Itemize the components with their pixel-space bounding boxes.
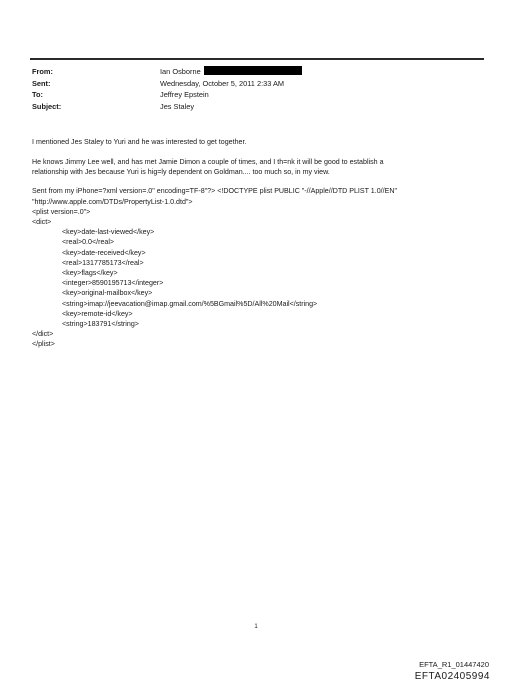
to-row xyxy=(32,89,482,101)
plist-line: <dict> xyxy=(32,218,52,226)
subject-value: Jes Staley xyxy=(160,101,195,111)
sent-label: Sent: xyxy=(32,78,51,88)
body-line: relationship with Jes because Yuri is hig=ly dependent on Goldman.... too much so, in my view. xyxy=(32,167,330,176)
plist-line: </dict> xyxy=(32,330,54,339)
body-paragraph-2 xyxy=(32,157,482,177)
plist-block xyxy=(32,186,482,349)
to-label: To: xyxy=(32,90,43,100)
plist-line: </plist> xyxy=(32,340,55,349)
header-divider xyxy=(30,58,484,60)
to-value: Jeffrey Epstein xyxy=(160,90,209,100)
body-paragraph-1: I mentioned Jes Staley to Yuri and he was interested to get together. xyxy=(32,138,247,146)
bates-stamp-large: EFTA02405994 xyxy=(414,671,490,682)
redaction-bar xyxy=(204,66,302,75)
subject-row xyxy=(32,101,482,113)
plist-indented-line: <integer>8590195713</integer> xyxy=(62,279,164,288)
plist-indented-line: <real>0.0</real> xyxy=(62,238,115,247)
email-header xyxy=(32,66,482,112)
plist-line: Sent from my iPhone=?xml version=.0" encoding=TF-8"?> <!DOCTYPE plist PUBLIC "-//Apple//DTD PLIST 1.0//EN" xyxy=(32,187,397,196)
plist-line: "http://www.apple.com/DTDs/PropertyList-1.0.dtd"> xyxy=(32,197,193,206)
plist-line: <plist version=.0"> xyxy=(32,207,91,216)
page-number: 1 xyxy=(254,624,258,630)
plist-indented-line: <string>183791</string> xyxy=(62,320,139,329)
body-line: He knows Jimmy Lee well, and has met Jamie Dimon a couple of times, and I th=nk it will be good to establish a xyxy=(32,157,384,166)
bates-stamp-small: EFTA_R1_01447420 xyxy=(419,660,489,669)
sender-name: Ian Osborne xyxy=(160,67,201,76)
sent-value: Wednesday, October 5, 2011 2:33 AM xyxy=(160,78,285,88)
from-label: From: xyxy=(32,67,53,76)
plist-indented-line: <key>remote-id</key> xyxy=(62,309,133,318)
from-row xyxy=(32,66,482,78)
sent-row xyxy=(32,78,482,90)
subject-label: Subject: xyxy=(32,101,62,111)
plist-indented-line: <real>1317785173</real> xyxy=(62,258,144,267)
email-body xyxy=(32,137,482,350)
plist-indented-line: <key>original-mailbox</key> xyxy=(62,289,153,298)
plist-indented-line: <key>flags</key> xyxy=(62,269,118,278)
plist-indented-line: <key>date-received</key> xyxy=(62,248,146,257)
from-value xyxy=(160,66,482,78)
plist-indented-line: <key>date-last-viewed</key> xyxy=(62,228,155,237)
plist-indented-line: <string>imap://jeevacation@imap.gmail.com/%5BGmail%5D/All%20Mail</string> xyxy=(62,299,318,308)
